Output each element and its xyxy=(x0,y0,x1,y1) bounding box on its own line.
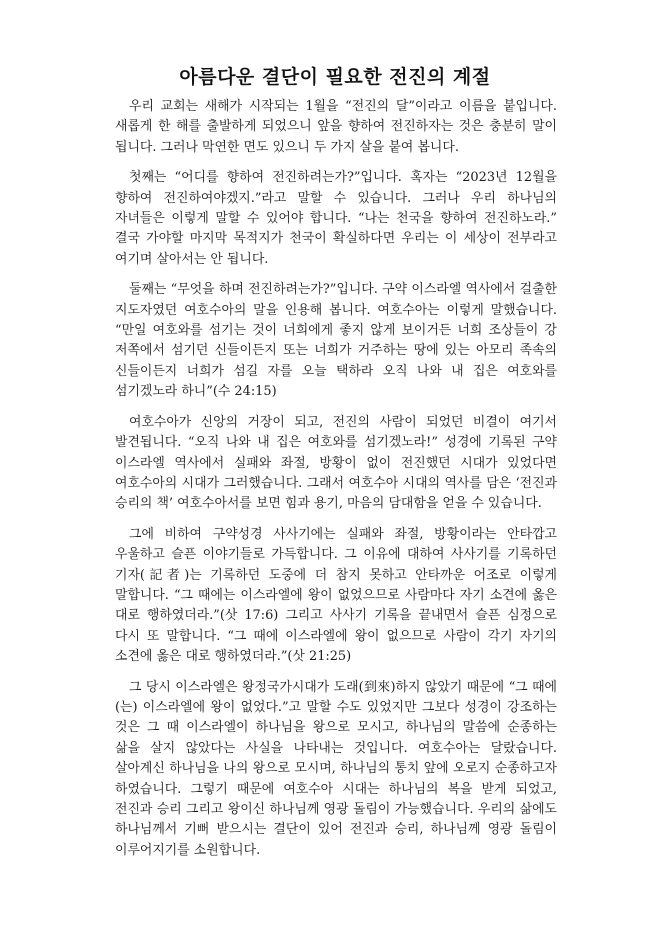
page-title: 아름다운 결단이 필요한 전진의 계절 xyxy=(179,66,491,88)
paragraph-6: 그 당시 이스라엘은 왕정국가시대가 도래(到來)하지 않았기 때문에 “그 때에(는) 이스라엘에 왕이 없었다.”고 말할 수도 있었지만 그보다 성경이 강조하는 것은 그 때 이스라엘이 하나님을 왕으로 모시고, 하나님의 말씀에 순종하는 삶을 살지 않았다는 사실을 나타내는 것입니다. 여호수아는 달랐습니다. 살아계신 하나님을 나의 왕으로 모시며, 하나님의 통치 앞에 오로지 순종하고자 하였습니다. 그렇기 때문에 여호수아 시대는 하나님의 복을 받게 되었고, 전진과 승리 그리고 왕이신 하나님께 영광 돌림이 가능했습니다. 우리의 삶에도 하나님께서 기뻐 받으시는 결단이 있어 전진과 승리, 하나님께 영광 돌림이 이루어지기를 소원합니다. xyxy=(115,679,557,858)
paragraph-5: 그에 비하여 구약성경 사사기에는 실패와 좌절, 방황이라는 안타깝고 우울하고 슬픈 이야기들로 가득합니다. 그 이유에 대하여 사사기를 기록하던 기자(記者)는 기록하던 도중에 더 참지 못하고 안타까운 어조로 이렇게 말합니다. “그 때에는 이스라엘에 왕이 없었으므로 사람마다 자기 소견에 옳은 대로 행하였더라.”(삿 17:6) 그리고 사사기 기록을 끝내면서 슬픈 심정으로 다시 또 말합니다. “그 때에 이스라엘에 왕이 없으므로 사람이 각기 자기의 소견에 옳은 대로 행하였더라.”(삿 21:25) xyxy=(115,526,557,665)
paragraph-4: 여호수아가 신앙의 거장이 되고, 전진의 사람이 되었던 비결이 여기서 발견됩니다. “오직 나와 내 집은 여호와를 섬기겠노라!” 성경에 기록된 구약 이스라엘 역사에서 실패와 좌절, 방황이 없이 전진했던 시대가 있었다면 여호수아의 시대가 그러했습니다. 그래서 여호수아 시대의 역사를 담은 ‘전진과 승리의 책’ 여호수아서를 보면 힘과 용기, 마음의 담대함을 얻을 수 있습니다. xyxy=(115,414,557,512)
article-body xyxy=(115,97,557,871)
paragraph-3: 둘째는 “무엇을 하며 전진하려는가?”입니다. 구약 이스라엘 역사에서 걸출한 지도자였던 여호수아의 말을 인용해 봅니다. 여호수아는 이렇게 말했습니다. “만일 여호와를 섬기는 것이 너희에게 좋지 않게 보이거든 너희 조상들이 강 저쪽에서 섬기던 신들이든지 또는 너희가 거주하는 땅에 있는 아모리 족속의 신들이든지 너희가 섬길 자를 오늘 택하라 오직 나와 내 집은 여호와를 섬기겠노라 하니”(수 24:15) xyxy=(115,282,557,400)
paragraph-1: 우리 교회는 새해가 시작되는 1월을 “전진의 달”이라고 이름을 붙입니다. 새롭게 한 해를 출발하게 되었으니 앞을 향하여 전진하자는 것은 충분히 말이 됩니다. 그러나 막연한 면도 있으니 두 가지 살을 붙여 봅니다. xyxy=(115,99,557,155)
paragraph-2: 첫째는 “어디를 향하여 전진하려는가?”입니다. 혹자는 “2023년 12월을 향하여 전진하여야겠지.”라고 말할 수 있습니다. 그러나 우리 하나님의 자녀들은 이렇게 말할 수 있어야 합니다. “나는 천국을 향하여 전진하노라.” 결국 가야할 마지막 목적지가 천국이 확실하다면 우리는 이 세상이 전부라고 여기며 살아서는 안 됩니다. xyxy=(115,170,557,267)
